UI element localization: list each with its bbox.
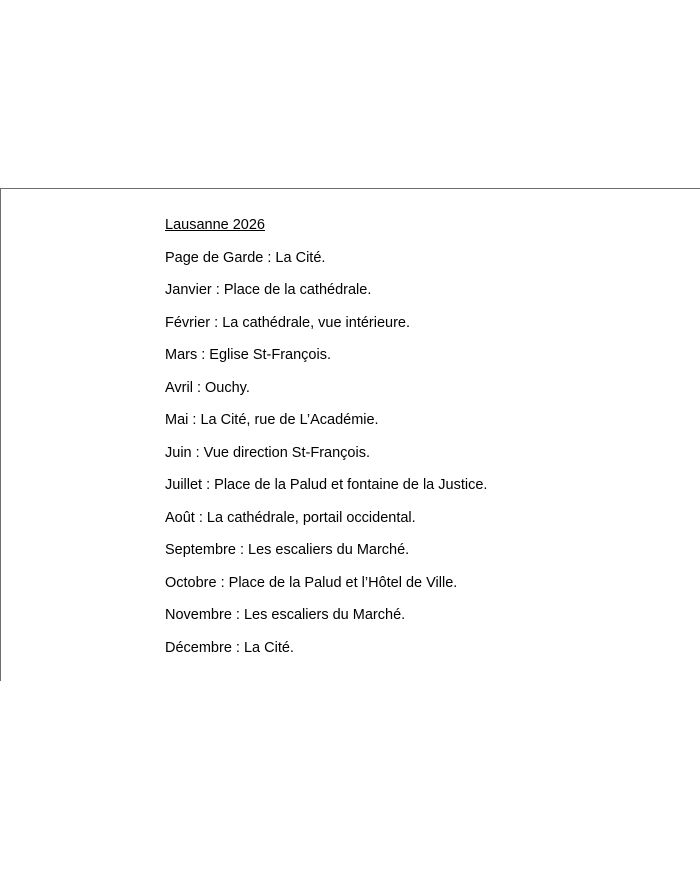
entry-decembre: Décembre : La Cité. <box>165 639 294 656</box>
entry-aout: Août : La cathédrale, portail occidental. <box>165 509 416 526</box>
entry-octobre: Octobre : Place de la Palud et l’Hôtel de Ville. <box>165 574 458 591</box>
entry-juin: Juin : Vue direction St-François. <box>165 444 370 461</box>
entry-septembre: Septembre : Les escaliers du Marché. <box>165 542 410 558</box>
entry-mai: Mai : La Cité, rue de L’Académie. <box>165 412 379 428</box>
entry-page-de-garde: Page de Garde : La Cité. <box>165 249 326 266</box>
document-title: Lausanne 2026 <box>165 217 265 233</box>
entry-juillet: Juillet : Place de la Palud et fontaine de la Justice. <box>165 477 488 493</box>
entry-fevrier: Février : La cathédrale, vue intérieure. <box>165 314 411 331</box>
calendar-entry-list <box>165 249 685 657</box>
entry-novembre: Novembre : Les escaliers du Marché. <box>165 607 406 623</box>
entry-mars: Mars : Eglise St-François. <box>165 347 331 363</box>
entry-avril: Avril : Ouchy. <box>165 379 250 396</box>
entry-janvier: Janvier : Place de la cathédrale. <box>165 282 372 298</box>
document-content <box>165 216 685 657</box>
